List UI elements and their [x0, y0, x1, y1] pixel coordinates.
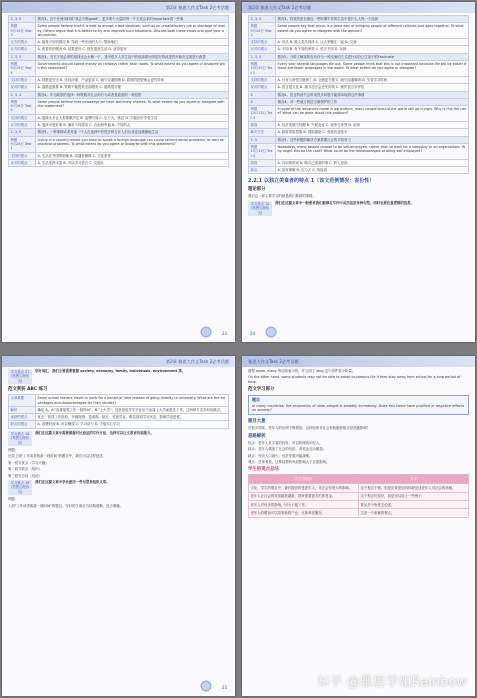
page-header: 第2章 雅思大作文Task 2必考话题	[2, 2, 235, 13]
table-row	[9, 395, 229, 407]
row-label: 文章真题	[9, 395, 36, 407]
table-title: 学生的观点总结	[248, 467, 279, 473]
row-label: 原因	[249, 122, 276, 129]
table-row	[249, 46, 469, 53]
row-label: 缺点	[249, 167, 276, 174]
section-text: 在很多国家，老年人的比例不断增加，这种趋势对社会有积极影响还是消极影响？	[248, 426, 371, 431]
row-text: A. 音乐 B. 做人类共同体 C. 让大家聚在一起 D. 交流	[276, 39, 469, 46]
table-row	[9, 76, 229, 83]
row-label: 例题 9月26日 Test 2	[249, 23, 276, 39]
row-text: 情况3。你说的是在最近一些时期中你的生活中是什么人每一个选择	[276, 16, 469, 23]
analysis-line: 观点：总体来说，这种趋势的负面影响大于正面影响。	[248, 460, 330, 465]
table-cell: 这个观点不错，但是应该更加具体地论述老年人对社会的贡献。	[359, 484, 469, 492]
row-label: 2, 5	[249, 136, 276, 143]
table-row	[249, 76, 469, 83]
row-text: A. 铁路更安全 B. 比较环保、产品更高 C. 减少交通拥堵 D. 政府的投资就会更有效率	[36, 76, 229, 83]
table-row	[249, 136, 469, 143]
summary-table	[248, 474, 469, 517]
row-text: 情况4。语言的消失会带来很多问题不能简单地看这件事情	[276, 91, 469, 98]
row-text: A. 浪费时间 B. 可以赚钱 C. 学习动力 D. 不能专心学习	[36, 421, 229, 428]
row-text: A. 政府采取措施 B. 国际援助 C. 发展农业技术	[276, 129, 469, 136]
table-cell: 老年人的增加可以带来新的产业，比如养老服务。	[249, 509, 359, 517]
study-tip	[248, 201, 469, 216]
page-header: 第2章 雅思大作文Task 2必考话题	[242, 2, 475, 13]
row-text: Some people believe that it is best to accept a bad situation, such as an unsatisfactory job or shortage of money. Others argue that it is better to try and improve such situations. Discuss both these views and give your own opinion.	[36, 23, 229, 39]
study-tip	[8, 480, 229, 495]
topic-table	[248, 15, 469, 174]
row-text: 情况3。当它不是必须的选择还会大概一下，其中很多人对生活中的选择做出明显好的改进的开始决定的进行改善	[36, 53, 229, 60]
row-text: A. 自由的时间 B. 做自己喜欢的事 C. 收入更高	[276, 159, 469, 166]
box-text: In many countries, the proportion of older people is steadily increasing. Does this trend have positive or negative effects on society?	[252, 403, 465, 413]
row-label: 例题 9月26日 Test 5	[9, 98, 36, 114]
tip-text: 我们在这篇文章中学会使用一些句型来组织文章。	[35, 479, 110, 484]
table-row	[9, 114, 229, 121]
watermark: 知乎 @雅思学姐Rainbow	[316, 675, 467, 690]
decoration-icon	[199, 679, 213, 693]
table-row	[249, 122, 469, 129]
table-row	[249, 91, 469, 98]
row-label: 例题 9月26日 Test 1	[9, 136, 36, 152]
row-text: Some school leavers travel or work for a period of time instead of going directly to university. What are the advantages and disadvantages for their studies?	[36, 395, 229, 407]
table-row	[249, 159, 469, 166]
row-label: 支持的观点	[9, 114, 36, 121]
row-label: 反方的观点	[9, 46, 36, 53]
decoration-icon	[199, 325, 213, 339]
page-number: 23	[221, 331, 227, 336]
row-label: 2, 3, 5	[9, 129, 36, 136]
row-label: 解决方法	[249, 129, 276, 136]
row-text: A. 选择太多让人很难做决定 B. 浪费时间 C. 压力大、焦虑 D. 不能好好享受生活	[36, 114, 229, 121]
analysis-line: 缺点：劳动人口减少，经济发展可能减缓。	[248, 453, 313, 458]
table-row	[249, 61, 469, 77]
table-row	[9, 136, 229, 152]
practice-line: 比如上面"工作或者旅游一段时间"的题目中，我们可以这样论述：	[8, 454, 107, 459]
analysis-line: 优点：老年人有丰富的经验，可以传授给年轻人。	[248, 440, 323, 445]
row-text: 情况5。这些问题的解决方案需要社会的共同努力	[276, 136, 469, 143]
row-label: 2, 3, 5	[249, 16, 276, 23]
row-text: 情况4。对一些地方的语言做保护的工作	[276, 98, 469, 105]
table-row	[9, 406, 229, 413]
table-row	[249, 84, 469, 91]
tip-tag: 学习重点 18 (思想心理形态)	[8, 431, 32, 446]
row-label: 反对的观点	[9, 122, 36, 129]
analysis-line: 缺点：老年人增加了社会的负担，养老金支出增加。	[248, 447, 326, 452]
table-row	[9, 91, 229, 98]
question-box	[248, 395, 469, 415]
table-row	[9, 129, 229, 136]
study-tip	[8, 431, 229, 446]
page-1	[2, 2, 235, 342]
row-text: A. 生活在外国的困难 B. 沟通有障碍 C. 文化差异	[36, 152, 229, 159]
row-text: A. 没有保障 B. 压力大 C. 风险高	[276, 167, 469, 174]
row-text: In spite of the advances made in agriculture, many people around the world still go hungry. Why is this the case? What can be done about this problem?	[276, 106, 469, 122]
row-text: A. 语言是文化 B. 减少语言会丢失传统 C. 保护语言多样性	[276, 84, 469, 91]
intro-text: 典型 some, many 等词所表示的，并且用了 long 这个条件很小的量。	[248, 369, 356, 373]
row-text: A. 只有几种语言就够了 B. 交流更方便 C. 减少沟通障碍 D. 节省学习时间	[276, 76, 469, 83]
table-row	[9, 46, 229, 53]
table-row	[9, 61, 229, 77]
row-text: A. 不同 B. 有不同的审美 C. 语言不同 D. 年龄	[276, 46, 469, 53]
page-number: 25	[221, 685, 227, 690]
row-label: 支持的观点	[249, 76, 276, 83]
row-label: 反对的观点	[249, 46, 276, 53]
row-text: A. 改善你的情况 B. 结果更好 C. 现在提高生活 D. 获得更好	[36, 46, 229, 53]
decoration-icon	[264, 325, 278, 339]
table-row	[249, 501, 469, 509]
table-row	[9, 414, 229, 421]
table-cell: 老年人让社会的负担越来越重，国家需要更多的养老金。	[249, 492, 359, 500]
practice-line: 第二段写缺点（知识）	[8, 467, 42, 472]
table-row	[249, 509, 469, 517]
table-row	[249, 484, 469, 492]
row-text: 优点：获得工作经验、开阔视野、更成熟。缺点：荒废学业、难以回到学习状态、影响学业进度。	[36, 414, 229, 421]
row-label: 反对的观点	[9, 159, 36, 166]
table-row	[9, 84, 229, 91]
row-text: Nowadays, many people choose to be self-employed, rather than to work for a company or an organisation. Why might this be the case? What could be the disadvantages of being self-employed?	[276, 143, 469, 159]
row-text: 情况3。总个在使用时候"我会不断good"，更多的个大量的每一个天里会来的important的一些事	[36, 16, 229, 23]
tip-tag: 学习重点 17 (思想心理形态)	[8, 369, 32, 384]
row-label: 缺点的观点	[9, 421, 36, 428]
row-label: 反对的观点	[9, 84, 36, 91]
row-label: 支持的观点	[9, 152, 36, 159]
paragraph: 我们这一章主要学习的就是我们要做的事情。	[248, 194, 316, 199]
practice-line: 第三段写总结（结论）	[8, 473, 42, 478]
table-row	[249, 23, 469, 39]
page-header: 第2章 雅思大作文Task 2必考话题	[2, 356, 235, 367]
row-label: 2, 3, 5	[9, 53, 36, 60]
table-row	[9, 152, 229, 159]
row-label: 2, 3, 4	[9, 91, 36, 98]
table-row	[9, 39, 229, 46]
row-label: 例题 9月19日 Test 3	[9, 23, 36, 39]
subsection-title: 范文学习部分	[248, 387, 275, 393]
row-text: Living in a country where you have to speak a foreign language can cause serious social problems, as well as practical problems. To what extent do you agree or disagree with this statement?	[36, 136, 229, 152]
page-2	[242, 2, 475, 342]
row-label: 2, 3, 5	[249, 53, 276, 60]
page-3	[2, 356, 235, 696]
row-text: 情况4。作为政府的选择一种铁路对社会的行为或者是政府的一种投资	[36, 91, 229, 98]
row-label: 解析	[9, 406, 36, 413]
row-label: 支持的观点	[249, 39, 276, 46]
row-label: 支持的观点	[9, 76, 36, 83]
section-title: 题目大意	[248, 419, 266, 425]
table-row	[249, 129, 469, 136]
table-row	[249, 39, 469, 46]
table-cell: 要从多个角度去论述。	[359, 501, 469, 509]
row-label: 4	[249, 91, 276, 98]
table-row	[249, 167, 469, 174]
practice-title: 例题：	[8, 447, 19, 452]
table-row	[249, 143, 469, 159]
row-text: A. 经济发展不均衡 B. 气候变化 C. 战争与冲突 D. 贫困	[276, 122, 469, 129]
page-number: 24	[250, 331, 256, 336]
tip-text: 学好词汇，我们主要需要掌握 society, economy, family, individuals, environment 等。	[35, 369, 186, 373]
table-row	[9, 98, 229, 114]
table-row	[249, 98, 469, 105]
closing-title: 例题：	[8, 497, 19, 502]
row-text: 情况5。当做了解到的音乐作为一种交流的方式进行到自己生活中的Fascinate	[276, 53, 469, 60]
table-row	[9, 122, 229, 129]
row-text: Every year several languages die out. Some people think that this is not important because life will be easier if there are fewer languages in the world. To what extent do you agree or disagree?	[276, 61, 469, 77]
english-paragraph: On the other hand, some students may not be able to adapt to campus life if they stay away from school for a long period of time.	[248, 375, 461, 384]
box-title: 题目	[252, 397, 260, 403]
row-label: 例题 10月13日 Test 4	[249, 143, 276, 159]
page-4	[242, 356, 475, 696]
subsection-title: 理论部分	[248, 187, 266, 193]
table-row	[249, 53, 469, 60]
practice-line: 第一段写优点（学习兴趣）	[8, 460, 49, 465]
row-label: 原因	[249, 159, 276, 166]
table-row	[9, 16, 229, 23]
table-cell: 这是一个新颖的观点。	[359, 509, 469, 517]
page-header: 雅思大作文Task 2必考话题	[242, 356, 475, 367]
tip-tag: 学习重点 10 (思想心理形态)	[248, 201, 272, 216]
table-row	[9, 23, 229, 39]
row-text: 确定 A。A."直接接受工作一段时间"，B."上大学"。这里是说学生毕业后不直接上大学而是先工作。这两种方式各有优缺点。	[36, 406, 229, 413]
row-label: 反对的观点	[249, 84, 276, 91]
table-row	[249, 492, 469, 500]
table-row	[249, 106, 469, 122]
closing-text: 上面"工作或者旅游一段时间"的题目，写好的文章应当结构清晰、论点明确。	[8, 503, 124, 508]
table-cell: 这个观点比较好，但是可以加上一些例子。	[359, 492, 469, 500]
row-text: Governments should spend money on railways rather than roads. To what extent do you agree or disagree with this statement?	[36, 61, 229, 77]
table-row	[9, 421, 229, 428]
row-text: A. 道路更重要 B. 铁路不能提供全部服务 C. 道路很方便	[36, 84, 229, 91]
row-text: A. 接受不好的情况 B. 得到一些东西的人 C. 帮助他们	[36, 39, 229, 46]
row-text: Some people believe that nowadays we have too many choices. To what extent do you agree or disagree with this statement?	[36, 98, 229, 114]
subsection-title: 范文赏析 ABC 练习	[8, 387, 48, 393]
table-cell: 老年人对经济的影响，因为不能工作。	[249, 501, 359, 509]
tip-text: 我们在这篇文章中需要掌握对比论证的写作方法，这样可以让文章更有说服力。	[35, 430, 154, 435]
table-cell: 文化：学生的观点中，最后提到的是老年人，对社会有很大的影响。	[249, 484, 359, 492]
column-header: 学生的观点	[249, 475, 359, 484]
row-label: 例题 9月19日 Test 4	[9, 61, 36, 77]
table-row	[9, 53, 229, 60]
row-text: Some people say that music is a good way of bringing people of different cultures and ages together. To what extent do you agree or disagree with the opinion?	[276, 23, 469, 39]
section-title: 思路解析	[248, 433, 266, 439]
row-text: A. 选择多是好事 B. 满足不同需求 C. 自由和幸福 D. 不同的人	[36, 122, 229, 129]
row-text: 情况5。一种事情或者其他一个人在选择中有很多种方法人们应该更加谨慎地生活	[36, 129, 229, 136]
row-label: 优缺的观点	[9, 414, 36, 421]
tip-tag: 学习重点 19 (思想心理形态)	[8, 480, 32, 495]
row-label: 4	[249, 98, 276, 105]
table-row	[249, 16, 469, 23]
row-label: 正方的观点	[9, 39, 36, 46]
section-title: 2.2.1 以独立美食者的特点 1（该文范例情况：省份性）	[248, 178, 375, 185]
row-text: A. 生活变得丰富 B. 可以学习语言 C. 交朋友	[36, 159, 229, 166]
topic-table	[8, 15, 229, 167]
row-label: 2, 3, 5	[9, 16, 36, 23]
row-label: 例题 10月10日 Test 1	[249, 61, 276, 77]
tip-text: 我们在这篇文章中一般要求我们能够在写作中灵活运用各种句型，同时也要注意逻辑的连贯。	[275, 200, 415, 205]
column-header: 点评	[359, 475, 469, 484]
row-label: 例题 10月13日 Test 3	[249, 106, 276, 122]
table-row	[9, 159, 229, 166]
study-tip	[8, 369, 229, 384]
analysis-table	[8, 394, 229, 428]
